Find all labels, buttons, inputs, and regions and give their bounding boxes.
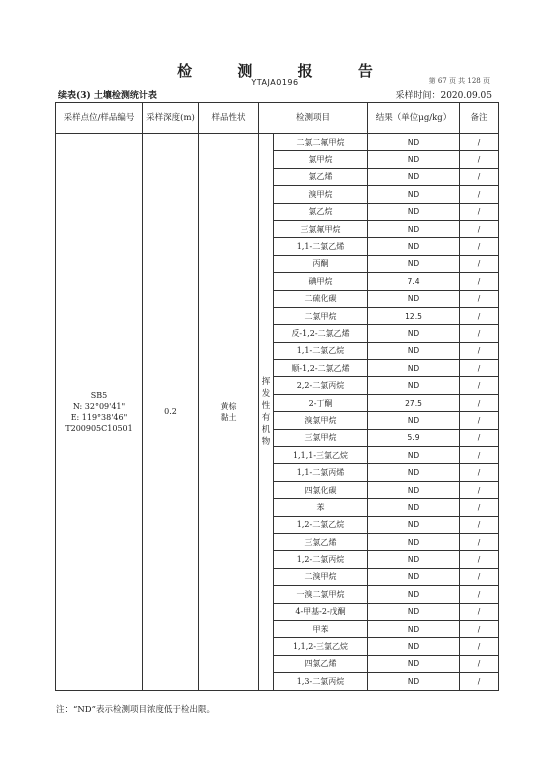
note-cell: / [460, 394, 499, 411]
category-char: 发 [261, 388, 271, 399]
item-cell: 1,1,2-三氯乙烷 [274, 638, 368, 655]
item-cell: 四氯乙烯 [274, 655, 368, 672]
note-cell: / [460, 673, 499, 690]
item-cell: 4-甲基-2-戊酮 [274, 603, 368, 620]
sample-lat: N: 32°09'41" [72, 401, 126, 411]
item-cell: 丙酮 [274, 255, 368, 272]
header-item: 检测项目 [259, 103, 368, 134]
note-cell: / [460, 499, 499, 516]
sample-point-cell [56, 134, 143, 691]
result-cell: ND [368, 255, 460, 272]
result-cell: ND [368, 638, 460, 655]
note-cell: / [460, 203, 499, 220]
note-cell: / [460, 447, 499, 464]
note-cell: / [460, 134, 499, 151]
result-cell: ND [368, 551, 460, 568]
category-char: 物 [261, 436, 271, 447]
note-cell: / [460, 620, 499, 637]
result-cell: ND [368, 533, 460, 550]
note-cell: / [460, 342, 499, 359]
item-cell: 氯乙烯 [274, 168, 368, 185]
item-cell: 1,1,1-三氯乙烷 [274, 447, 368, 464]
report-title: 检 测 报 告 [177, 62, 393, 80]
item-cell: 1,2-二氯丙烷 [274, 551, 368, 568]
sample-nature-cell [199, 134, 259, 691]
note-cell: / [460, 255, 499, 272]
result-cell: 7.4 [368, 273, 460, 290]
result-cell: ND [368, 151, 460, 168]
note-cell: / [460, 273, 499, 290]
result-cell: ND [368, 412, 460, 429]
header-point: 采样点位/样品编号 [56, 103, 143, 134]
item-cell: 1,1-二氯乙烯 [274, 238, 368, 255]
item-cell: 二氯甲烷 [274, 307, 368, 324]
note-cell: / [460, 290, 499, 307]
result-cell: 5.9 [368, 429, 460, 446]
result-cell: ND [368, 238, 460, 255]
category-char: 性 [261, 400, 271, 411]
category-cell [259, 134, 274, 691]
sample-nature-text: 黄棕 [220, 401, 237, 411]
note-cell: / [460, 551, 499, 568]
category-char: 有 [261, 412, 271, 423]
result-cell: ND [368, 464, 460, 481]
item-cell: 氯甲烷 [274, 151, 368, 168]
result-cell: 27.5 [368, 394, 460, 411]
note-cell: / [460, 655, 499, 672]
sample-nature-text: 黏土 [220, 412, 237, 422]
item-cell: 溴氯甲烷 [274, 412, 368, 429]
item-cell: 反-1,2-二氯乙烯 [274, 325, 368, 342]
item-cell: 三氯氟甲烷 [274, 220, 368, 237]
item-cell: 甲苯 [274, 620, 368, 637]
sample-time: 采样时间：2020.09.05 [395, 91, 492, 101]
item-cell: 1,2-二氯乙烷 [274, 516, 368, 533]
sample-lon: E: 119°38'46" [70, 412, 128, 422]
note-cell: / [460, 533, 499, 550]
sample-code: T200905C10501 [65, 423, 133, 433]
sample-id: SB5 [90, 390, 108, 400]
item-cell: 二氯二氟甲烷 [274, 134, 368, 151]
result-cell: ND [368, 220, 460, 237]
result-cell: ND [368, 360, 460, 377]
item-cell: 一溴二氯甲烷 [274, 586, 368, 603]
note-cell: / [460, 360, 499, 377]
item-cell: 二硫化碳 [274, 290, 368, 307]
table-row [56, 134, 499, 151]
note-cell: / [460, 638, 499, 655]
report-number: YTAJA0196 [251, 78, 299, 87]
result-cell: 12.5 [368, 307, 460, 324]
result-cell: ND [368, 377, 460, 394]
result-cell: ND [368, 516, 460, 533]
result-cell: ND [368, 325, 460, 342]
page-info: 第 67 页 共 128 页 [428, 77, 490, 85]
table-header-row [56, 103, 499, 134]
note-cell: / [460, 429, 499, 446]
item-cell: 2,2-二氯丙烷 [274, 377, 368, 394]
header-nature: 样品性状 [199, 103, 259, 134]
item-cell: 苯 [274, 499, 368, 516]
item-cell: 1,3-二氯丙烷 [274, 673, 368, 690]
result-cell: ND [368, 481, 460, 498]
note-cell: / [460, 238, 499, 255]
note-cell: / [460, 481, 499, 498]
result-cell: ND [368, 290, 460, 307]
soil-results-table [55, 102, 499, 691]
result-cell: ND [368, 568, 460, 585]
note-cell: / [460, 516, 499, 533]
footnote: 注：“ND”表示检测项目浓度低于检出限。 [56, 705, 215, 715]
table-body [56, 134, 499, 691]
result-cell: ND [368, 586, 460, 603]
result-cell: ND [368, 603, 460, 620]
item-cell: 1,1-二氯丙烯 [274, 464, 368, 481]
result-cell: ND [368, 447, 460, 464]
category-char: 机 [261, 424, 271, 435]
note-cell: / [460, 186, 499, 203]
header-note: 备注 [460, 103, 499, 134]
result-cell: ND [368, 673, 460, 690]
item-cell: 三氯乙烯 [274, 533, 368, 550]
item-cell: 2-丁酮 [274, 394, 368, 411]
item-cell: 三氯甲烷 [274, 429, 368, 446]
item-cell: 顺-1,2-二氯乙烯 [274, 360, 368, 377]
header-depth: 采样深度(m) [143, 103, 199, 134]
item-cell: 二溴甲烷 [274, 568, 368, 585]
note-cell: / [460, 151, 499, 168]
result-cell: ND [368, 203, 460, 220]
item-cell: 溴甲烷 [274, 186, 368, 203]
result-cell: ND [368, 620, 460, 637]
result-cell: ND [368, 342, 460, 359]
result-cell: ND [368, 186, 460, 203]
note-cell: / [460, 307, 499, 324]
note-cell: / [460, 586, 499, 603]
result-cell: ND [368, 655, 460, 672]
item-cell: 1,1-二氯乙烷 [274, 342, 368, 359]
item-cell: 氯乙烷 [274, 203, 368, 220]
header-result: 结果（单位μg/kg） [368, 103, 460, 134]
note-cell: / [460, 168, 499, 185]
note-cell: / [460, 325, 499, 342]
note-cell: / [460, 412, 499, 429]
item-cell: 四氯化碳 [274, 481, 368, 498]
result-cell: ND [368, 134, 460, 151]
category-char: 挥 [261, 376, 271, 387]
result-cell: ND [368, 499, 460, 516]
note-cell: / [460, 568, 499, 585]
table-title: 续表(3) 土壤检测统计表 [58, 91, 157, 101]
note-cell: / [460, 603, 499, 620]
item-cell: 碘甲烷 [274, 273, 368, 290]
sample-depth-cell: 0.2 [143, 134, 199, 691]
note-cell: / [460, 377, 499, 394]
note-cell: / [460, 464, 499, 481]
note-cell: / [460, 220, 499, 237]
result-cell: ND [368, 168, 460, 185]
